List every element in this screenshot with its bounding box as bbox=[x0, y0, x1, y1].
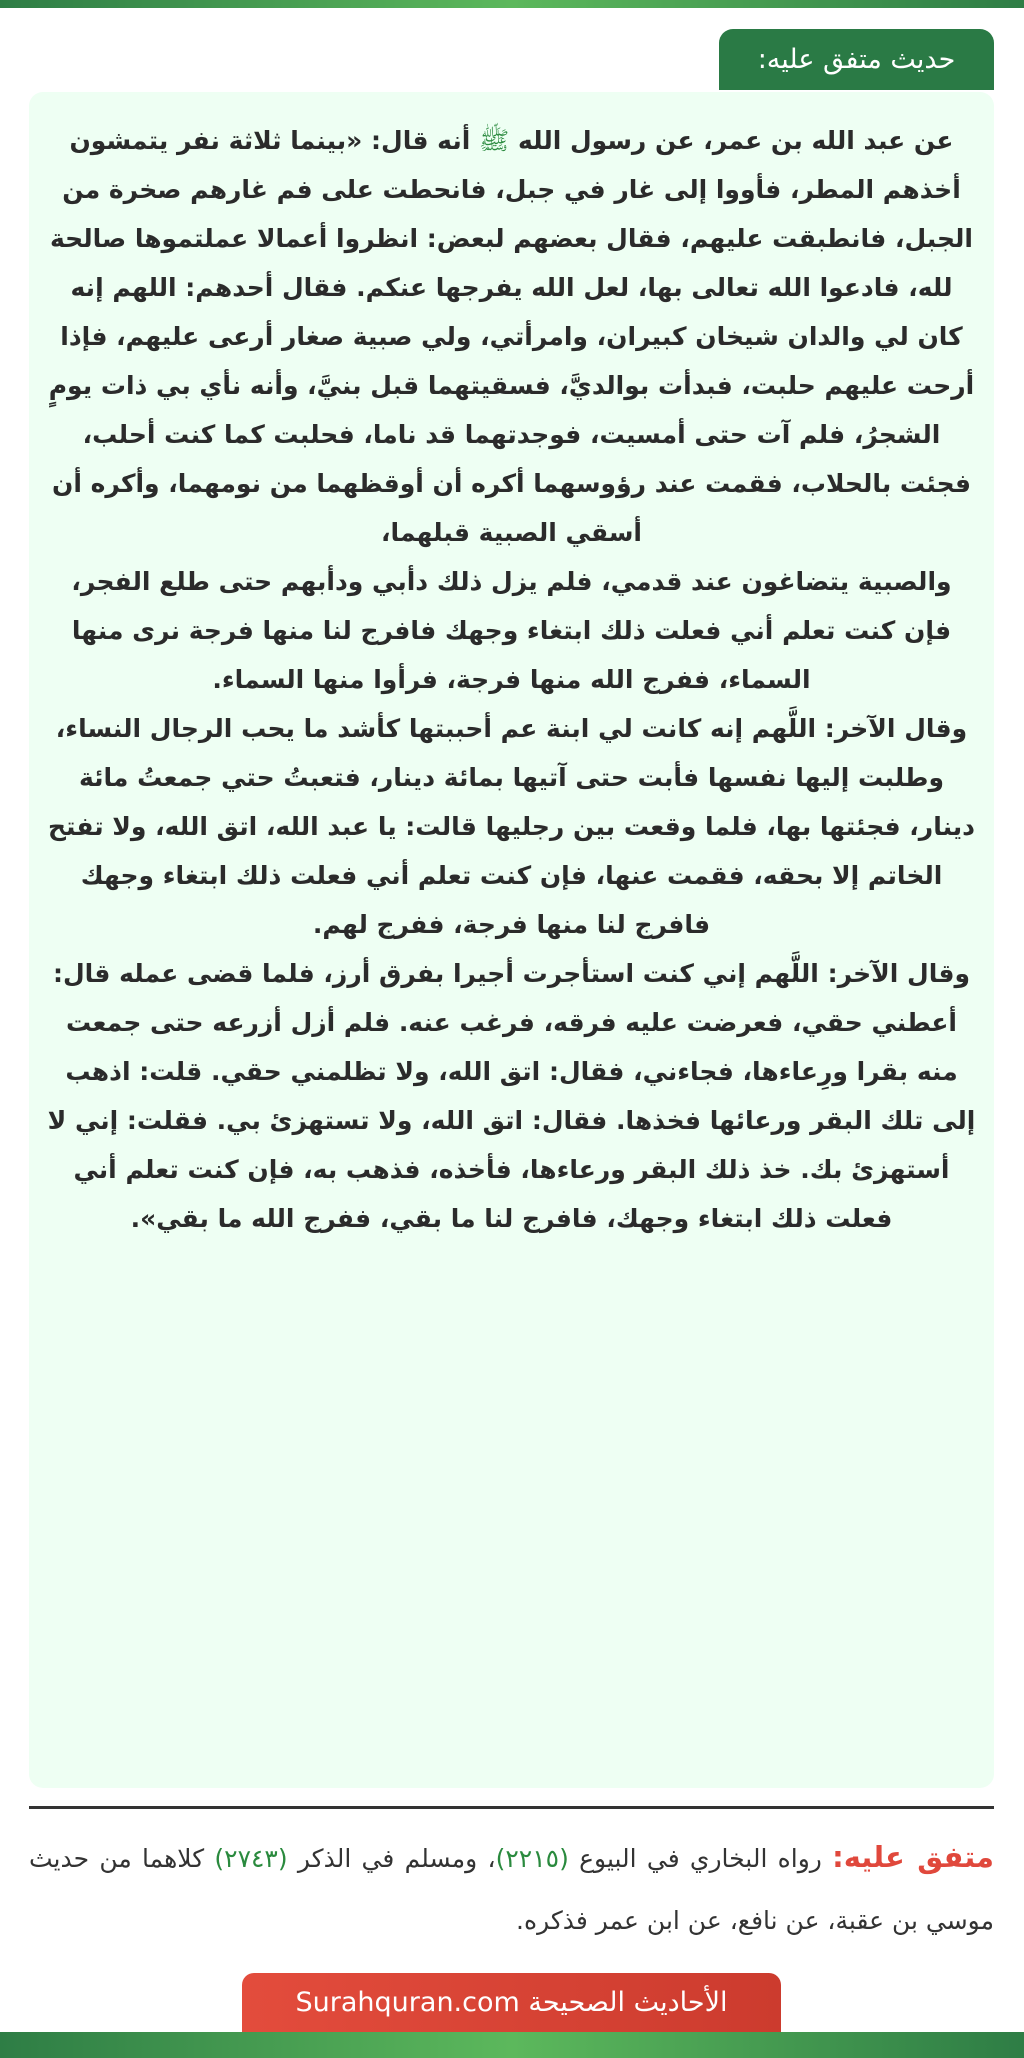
salutation-icon: ﷺ bbox=[479, 126, 510, 155]
top-bar bbox=[0, 0, 1024, 8]
reference-label: متفق عليه: bbox=[832, 1840, 995, 1874]
reference-number: (٢٧٤٣) bbox=[214, 1844, 288, 1873]
reference-number: (٢٢١٥) bbox=[495, 1844, 569, 1873]
divider bbox=[29, 1806, 994, 1809]
hadith-paragraph: والصبية يتضاغون عند قدمي، فلم يزل ذلك دأبي ودأبهم حتى طلع الفجر، فإن كنت تعلم أني فعلت ذلك ابتغاء وجهك فافرج لنا منها فرجة نرى منها السماء، ففرج الله منها فرجة، فرأوا منها السماء. bbox=[71, 567, 952, 694]
site-link-button[interactable]: الأحاديث الصحيحة Surahquran.com bbox=[242, 1973, 781, 2032]
reference-text bbox=[29, 1826, 994, 1952]
hadith-paragraph bbox=[47, 116, 976, 557]
bottom-bar bbox=[0, 2032, 1024, 2058]
reference-part: كلاهما من حديث موسي بن عقبة، عن نافع، عن ابن عمر فذكره. bbox=[29, 1844, 994, 1935]
section-title: حديث متفق عليه: bbox=[719, 29, 994, 90]
hadith-story-1: أنه قال: «بينما ثلاثة نفر يتمشون أخذهم المطر، فأووا إلى غار في جبل، فانحطت على فم غارهم صخرة من الجبل، فانطبقت عليهم، فقال بعضهم لبعض: انظروا أعمالا عملتموها صالحة لله، فادعوا الله تعالى بها، لعل الله يفرجها عنكم. فقال أحدهم: اللهم إنه كان لي والدان شيخان كبيران، وامرأتي، ولي صبية صغار أرعى عليهم، فإذا أرحت عليهم حلبت، فبدأت بوالديَّ، فسقيتهما قبل بنيَّ، وأنه نأي بي ذات يومٍ الشجرُ، فلم آت حتى أمسيت، فوجدتهما قد ناما، فحلبت كما كنت أحلب، فجئت بالحلاب، فقمت عند رؤوسهما أكره أن أوقظهما من نومهما، وأكره أن أسقي الصبية قبلهما، bbox=[48, 126, 975, 547]
hadith-opening: عن عبد الله بن عمر، عن رسول الله bbox=[517, 126, 954, 155]
hadith-paragraph: وقال الآخر: اللَّهم إنه كانت لي ابنة عم أحببتها كأشد ما يحب الرجال النساء، وطلبت إليها نفسها فأبت حتى آتيها بمائة دينار، فتعبتُ حتي جمعتُ مائة دينار، فجئتها بها، فلما وقعت بين رجليها قالت: يا عبد الله، اتق الله، ولا تفتح الخاتم إلا بحقه، فقمت عنها، فإن كنت تعلم أني فعلت ذلك ابتغاء وجهك فافرج لنا منها فرجة، ففرج لهم. bbox=[47, 714, 975, 939]
reference-part: ، ومسلم في الذكر bbox=[297, 1844, 496, 1873]
reference-part: رواه البخاري في البيوع bbox=[579, 1844, 822, 1873]
hadith-text-box bbox=[29, 92, 994, 1788]
hadith-paragraph: وقال الآخر: اللَّهم إني كنت استأجرت أجيرا بفرق أرز، فلما قضى عمله قال: أعطني حقي، فعرضت عليه فرقه، فرغب عنه. فلم أزل أزرعه حتى جمعت منه بقرا ورِعاءها، فجاءني، فقال: اتق الله، ولا تظلمني حقي. قلت: اذهب إلى تلك البقر ورعائها فخذها. فقال: اتق الله، ولا تستهزئ بي. فقلت: إني لا أستهزئ بك. خذ ذلك البقر ورعاءها، فأخذه، فذهب به، فإن كنت تعلم أني فعلت ذلك ابتغاء وجهك، فافرج لنا ما بقي، ففرج الله ما بقي». bbox=[47, 959, 976, 1233]
